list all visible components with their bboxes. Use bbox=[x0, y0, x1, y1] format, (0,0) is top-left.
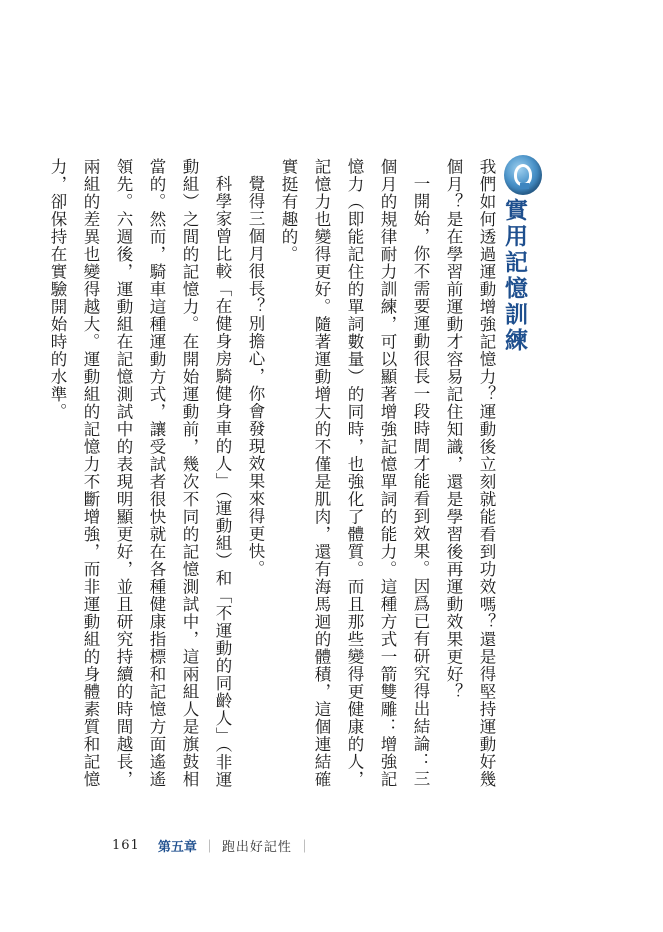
body-text bbox=[41, 158, 503, 800]
page-footer bbox=[112, 836, 317, 855]
footer-separator: ｜ bbox=[202, 840, 216, 855]
book-title: 跑出好記性 bbox=[221, 840, 292, 855]
page-number: 161 bbox=[112, 838, 140, 853]
paragraph: 覺得三個月很長？別擔心，你會發現效果來得更快。 bbox=[246, 174, 265, 577]
footer-end-mark: ｜ bbox=[297, 840, 311, 855]
paragraph: 科學家曾比較「在健身房騎健身車的人」（運動組）和「不運動的同齡人」（非運動組）之間的記憶力。在開始運動前，幾次不同的記憶測試中，這兩組人是旗鼓相當的。然而，騎車這種運動方式，讓受試者很快就在各種健康指標和記憶方面遙遙領先。六週後，運動組在記憶測試中的表現明顯更好，並且研究持續的時間越長，兩組的差異也變得越大。運動組的記憶力不斷增強，而非運動組的身體素質和記憶力，卻保持在實驗開始時的水準。 bbox=[48, 158, 232, 788]
paragraph: 一開始，你不需要運動很長一段時間才能看到效果。因爲已有研究得出結論：三個月的規律耐力訓練，可以顯著增強記憶單詞的能力。這種方式一箭雙雕：增強記憶力（即能記住的單詞數量）的同時，也強化了體質。而且那些變得更健康的人，記憶力也變得更好。隨著運動增大的不僅是肌肉，還有海馬迴的體積，這個連結確實挺有趣的。 bbox=[279, 158, 430, 788]
section-title: 實用記憶訓練 bbox=[501, 198, 527, 354]
head-profile-icon bbox=[504, 155, 542, 195]
chapter-label: 第五章 bbox=[157, 840, 197, 855]
paragraph: 我們如何透過運動增強記憶力？運動後立刻就能看到功效嗎？還是得堅持運動好幾個月？是在學習前運動才容易記住知識，還是學習後再運動效果更好？ bbox=[444, 158, 496, 788]
